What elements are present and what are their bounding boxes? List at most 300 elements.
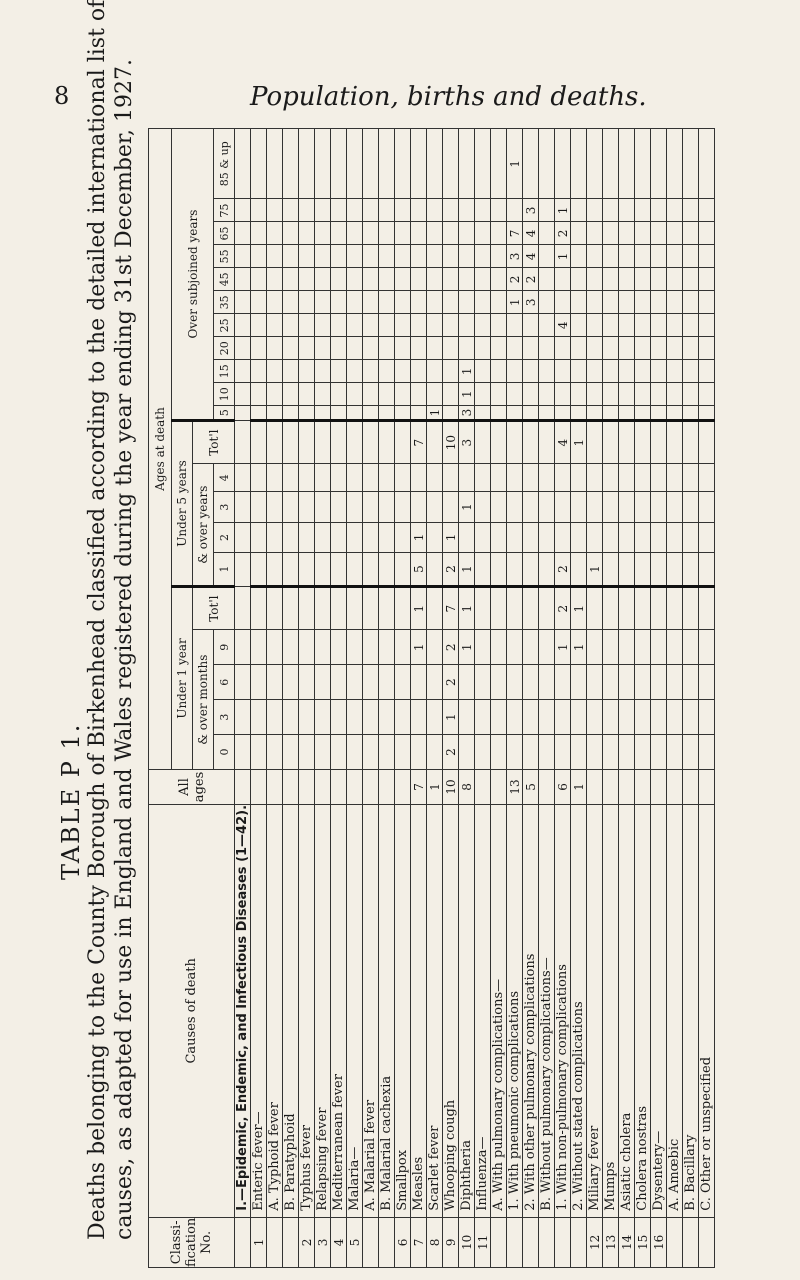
- over-age-value: [603, 360, 619, 383]
- under-5-value: [651, 522, 667, 552]
- over-age-value: [443, 245, 459, 268]
- over-age-value: [379, 337, 395, 360]
- over-age-value: [651, 268, 667, 291]
- under-5-value: [283, 492, 299, 522]
- under-5-value: [363, 492, 379, 522]
- over-age-value: [363, 268, 379, 291]
- under-1-value: [363, 586, 379, 629]
- over-age-value: [571, 337, 587, 360]
- under-1-value: [315, 735, 331, 770]
- under-1-value: [299, 630, 315, 665]
- over-age-value: [443, 406, 459, 421]
- over-age-value: [283, 222, 299, 245]
- over-age-value: [443, 337, 459, 360]
- over-age-value: [379, 291, 395, 314]
- classification-number: 2: [299, 1217, 315, 1267]
- over-age-value: [395, 129, 411, 199]
- all-ages-value: 10: [443, 769, 459, 804]
- under-5-value: [491, 492, 507, 522]
- under-1-value: [299, 665, 315, 700]
- all-ages-value: 8: [459, 769, 475, 804]
- classification-number: [379, 1217, 395, 1267]
- under-5-value: [699, 522, 715, 552]
- over-age-value: [331, 406, 347, 421]
- over-age-value: [699, 337, 715, 360]
- over-age-value: [491, 360, 507, 383]
- under-1-value: [283, 700, 299, 735]
- under-5-value: [555, 492, 571, 522]
- over-age-value: [651, 406, 667, 421]
- under-5-value: [651, 553, 667, 587]
- over-age-value: [459, 314, 475, 337]
- under-5-value: [587, 420, 603, 463]
- table-row: [651, 129, 667, 1268]
- over-age-value: [635, 199, 651, 222]
- over-age-value: [571, 199, 587, 222]
- all-ages-value: [267, 769, 283, 804]
- over-age-value: [651, 245, 667, 268]
- over-age-value: [251, 337, 267, 360]
- table-row: [251, 129, 267, 1268]
- under-5-value: 1: [459, 492, 475, 522]
- over-age-value: [427, 314, 443, 337]
- under-1-value: [635, 586, 651, 629]
- over-age-value: [603, 199, 619, 222]
- over-age-value: [443, 291, 459, 314]
- classification-number: 9: [443, 1217, 459, 1267]
- over-age-value: [283, 406, 299, 421]
- over-age-value: [283, 129, 299, 199]
- over-age-value: [475, 383, 491, 406]
- over-age-value: 4: [523, 245, 539, 268]
- under-1-sub-header: & over months: [193, 630, 214, 770]
- under-1-value: [587, 735, 603, 770]
- under-1-value: 1: [571, 586, 587, 629]
- over-age-value: [571, 291, 587, 314]
- under-1-value: [379, 586, 395, 629]
- over-col-header: 55: [214, 245, 235, 268]
- under-5-value: [491, 420, 507, 463]
- under-5-value: [603, 522, 619, 552]
- under-1-value: [603, 586, 619, 629]
- all-ages-value: [283, 769, 299, 804]
- over-age-value: [683, 245, 699, 268]
- over-age-value: [347, 406, 363, 421]
- over-age-value: [571, 129, 587, 199]
- cause-of-death: Miliary fever: [587, 804, 603, 1217]
- under-5-value: [427, 464, 443, 492]
- over-age-value: [331, 383, 347, 406]
- under-5-value: [571, 553, 587, 587]
- over-age-value: [507, 406, 523, 421]
- empty-cell: [235, 199, 251, 222]
- over-age-value: [683, 268, 699, 291]
- under-5-value: [347, 492, 363, 522]
- under-5-value: [363, 464, 379, 492]
- over-age-value: 3: [459, 406, 475, 421]
- cause-of-death: A. Typhoid fever: [267, 804, 283, 1217]
- over-age-value: [539, 245, 555, 268]
- page-number: 8: [54, 82, 70, 110]
- over-age-value: [635, 337, 651, 360]
- over-age-value: [587, 337, 603, 360]
- under-1-value: [507, 700, 523, 735]
- under-1-value: [363, 630, 379, 665]
- under-1-value: [347, 700, 363, 735]
- over-age-value: [299, 314, 315, 337]
- under-1-value: [315, 630, 331, 665]
- over-age-value: [363, 337, 379, 360]
- over-col-header: 85 & up: [214, 129, 235, 199]
- over-age-value: [379, 406, 395, 421]
- over-age-value: [427, 268, 443, 291]
- over-age-value: 3: [523, 199, 539, 222]
- over-age-value: [379, 199, 395, 222]
- under-1-value: [315, 700, 331, 735]
- all-ages-value: 1: [571, 769, 587, 804]
- over-age-value: [667, 337, 683, 360]
- over-age-value: [651, 291, 667, 314]
- table-row: [411, 129, 427, 1268]
- over-age-value: [619, 222, 635, 245]
- empty-cell: [235, 553, 251, 587]
- under-1-value: [571, 700, 587, 735]
- under-1-value: [555, 700, 571, 735]
- over-age-value: [539, 360, 555, 383]
- all-ages-value: [651, 769, 667, 804]
- under-5-value: [683, 553, 699, 587]
- under-5-value: [395, 464, 411, 492]
- cause-of-death: Relapsing fever: [315, 804, 331, 1217]
- under-5-value: [507, 464, 523, 492]
- over-age-value: [587, 245, 603, 268]
- under-5-value: [619, 522, 635, 552]
- under-5-value: [587, 464, 603, 492]
- under-1-value: [699, 735, 715, 770]
- over-age-value: [427, 222, 443, 245]
- over-age-value: [603, 314, 619, 337]
- classification-number: 10: [459, 1217, 475, 1267]
- over-age-value: [539, 129, 555, 199]
- classification-number: [539, 1217, 555, 1267]
- over-age-value: [539, 222, 555, 245]
- classification-number: [555, 1217, 571, 1267]
- over-age-value: [475, 291, 491, 314]
- under-1-value: [251, 630, 267, 665]
- classification-number: [491, 1217, 507, 1267]
- under-5-value: 3: [459, 420, 475, 463]
- table-row: [315, 129, 331, 1268]
- empty-cell: [235, 337, 251, 360]
- all-ages-value: [619, 769, 635, 804]
- over-age-value: [523, 360, 539, 383]
- over-age-value: [619, 406, 635, 421]
- over-age-value: [539, 406, 555, 421]
- table-row: [603, 129, 619, 1268]
- over-age-value: [347, 314, 363, 337]
- over-col-header: 15: [214, 360, 235, 383]
- over-age-value: [539, 314, 555, 337]
- under-1-value: [507, 630, 523, 665]
- under-5-value: [475, 522, 491, 552]
- over-age-value: [619, 291, 635, 314]
- under-5-value: [683, 464, 699, 492]
- all-ages-value: [395, 769, 411, 804]
- under-5-value: [379, 522, 395, 552]
- over-age-value: 2: [555, 222, 571, 245]
- over-age-value: [347, 245, 363, 268]
- under-1-value: [507, 735, 523, 770]
- over-age-value: [347, 383, 363, 406]
- under-1-value: [587, 586, 603, 629]
- under-1-value: [379, 630, 395, 665]
- over-age-value: [539, 268, 555, 291]
- cause-of-death: Typhus fever: [299, 804, 315, 1217]
- over-age-value: [555, 129, 571, 199]
- table-row: [667, 129, 683, 1268]
- over-age-value: [363, 383, 379, 406]
- under-1-value: [683, 586, 699, 629]
- over-age-value: [331, 199, 347, 222]
- under-5-value: [667, 553, 683, 587]
- over-age-value: [587, 129, 603, 199]
- under-1-value: [251, 735, 267, 770]
- cause-of-death: Mumps: [603, 804, 619, 1217]
- over-age-value: [571, 222, 587, 245]
- over-age-value: [603, 337, 619, 360]
- under-1-col-header: 6: [214, 665, 235, 700]
- under-1-value: [267, 700, 283, 735]
- over-age-value: [587, 291, 603, 314]
- over-years-header: Over subjoined years: [172, 129, 214, 421]
- cause-of-death: Cholera nostras: [635, 804, 651, 1217]
- under-5-value: [619, 420, 635, 463]
- over-age-value: [315, 222, 331, 245]
- under-5-value: [379, 464, 395, 492]
- under-1-value: [539, 665, 555, 700]
- over-age-value: [299, 222, 315, 245]
- under-5-value: [539, 464, 555, 492]
- all-ages-value: [587, 769, 603, 804]
- under-5-value: [651, 420, 667, 463]
- ages-at-death-header: Ages at death: [149, 129, 172, 770]
- under-5-value: 10: [443, 420, 459, 463]
- under-5-value: [427, 553, 443, 587]
- empty-cell: [235, 406, 251, 421]
- under-1-value: [603, 735, 619, 770]
- cause-of-death: 2. Without stated complications: [571, 804, 587, 1217]
- over-age-value: [667, 383, 683, 406]
- over-age-value: [347, 268, 363, 291]
- over-age-value: [411, 222, 427, 245]
- over-age-value: [699, 199, 715, 222]
- under-5-value: [427, 522, 443, 552]
- under-5-value: [475, 492, 491, 522]
- under-5-value: [363, 522, 379, 552]
- over-age-value: [651, 222, 667, 245]
- classification-header: Classi-fication No.: [149, 1217, 235, 1267]
- under-1-value: [331, 665, 347, 700]
- table-row: [475, 129, 491, 1268]
- classification-number: 6: [395, 1217, 411, 1267]
- over-age-value: [667, 314, 683, 337]
- under-1-col-header: 9: [214, 630, 235, 665]
- over-age-value: [363, 222, 379, 245]
- classification-number: 14: [619, 1217, 635, 1267]
- under-1-value: [635, 735, 651, 770]
- over-age-value: [699, 245, 715, 268]
- over-age-value: [587, 268, 603, 291]
- over-age-value: 1: [555, 245, 571, 268]
- under-5-value: 1: [571, 420, 587, 463]
- over-age-value: [699, 268, 715, 291]
- under-1-value: [427, 700, 443, 735]
- empty-cell: [235, 222, 251, 245]
- under-1-value: [555, 735, 571, 770]
- over-age-value: [683, 314, 699, 337]
- under-1-value: [251, 586, 267, 629]
- under-1-value: [699, 586, 715, 629]
- over-age-value: [299, 406, 315, 421]
- over-age-value: [619, 268, 635, 291]
- cause-of-death: Whooping cough: [443, 804, 459, 1217]
- running-head: Population, births and deaths.: [250, 82, 647, 112]
- under-5-value: 1: [443, 522, 459, 552]
- table-row: [683, 129, 699, 1268]
- over-age-value: [347, 199, 363, 222]
- over-age-value: [667, 360, 683, 383]
- under-5-value: 1: [587, 553, 603, 587]
- under-5-value: 2: [443, 553, 459, 587]
- over-age-value: [443, 268, 459, 291]
- under-1-value: [651, 665, 667, 700]
- over-age-value: [603, 268, 619, 291]
- under-5-value: [411, 492, 427, 522]
- over-age-value: [267, 337, 283, 360]
- under-5-value: [651, 464, 667, 492]
- under-5-value: [251, 464, 267, 492]
- under-5-value: [443, 492, 459, 522]
- over-age-value: [267, 360, 283, 383]
- over-age-value: [459, 337, 475, 360]
- under-1-value: [699, 700, 715, 735]
- under-5-value: 5: [411, 553, 427, 587]
- empty-cell: [235, 360, 251, 383]
- under-5-value: [299, 553, 315, 587]
- under-1-value: [267, 665, 283, 700]
- over-age-value: [475, 314, 491, 337]
- under-5-value: [283, 553, 299, 587]
- under-5-value: 1: [459, 553, 475, 587]
- over-age-value: [475, 222, 491, 245]
- under-1-value: 1: [459, 586, 475, 629]
- cause-of-death: A. Malarial fever: [363, 804, 379, 1217]
- under-1-value: [347, 735, 363, 770]
- over-age-value: [523, 406, 539, 421]
- under-5-value: [395, 522, 411, 552]
- under-1-value: [283, 735, 299, 770]
- under-5-col-header: 1: [214, 553, 235, 587]
- over-age-value: [443, 199, 459, 222]
- under-1-value: 2: [443, 665, 459, 700]
- under-5-value: [603, 464, 619, 492]
- over-age-value: [331, 245, 347, 268]
- under-5-value: [267, 522, 283, 552]
- empty-cell: [235, 464, 251, 492]
- under-5-value: [667, 492, 683, 522]
- cause-of-death: Dysentery—: [651, 804, 667, 1217]
- under-5-value: [283, 464, 299, 492]
- over-age-value: [283, 268, 299, 291]
- under-5-value: [347, 553, 363, 587]
- table-title: TABLE P 1.: [57, 722, 85, 880]
- classification-number: [683, 1217, 699, 1267]
- under-1-value: [475, 586, 491, 629]
- cause-of-death: C. Other or unspecified: [699, 804, 715, 1217]
- over-age-value: [299, 199, 315, 222]
- over-age-value: [299, 337, 315, 360]
- under-5-value: [523, 492, 539, 522]
- table-row: [363, 129, 379, 1268]
- over-age-value: [459, 222, 475, 245]
- over-age-value: [395, 360, 411, 383]
- under-1-value: [667, 665, 683, 700]
- under-1-value: [251, 700, 267, 735]
- over-age-value: [619, 383, 635, 406]
- cause-of-death: Malaria—: [347, 804, 363, 1217]
- over-age-value: [395, 314, 411, 337]
- table-row: [347, 129, 363, 1268]
- over-age-value: [315, 360, 331, 383]
- over-age-value: [443, 383, 459, 406]
- under-1-value: [683, 735, 699, 770]
- over-age-value: [395, 291, 411, 314]
- under-5-total-header: Tot'l: [193, 420, 235, 463]
- over-age-value: [507, 360, 523, 383]
- under-5-value: [251, 492, 267, 522]
- under-5-value: [379, 553, 395, 587]
- over-age-value: [251, 199, 267, 222]
- under-5-value: [523, 464, 539, 492]
- all-ages-value: [603, 769, 619, 804]
- classification-number: 16: [651, 1217, 667, 1267]
- classification-number: 4: [331, 1217, 347, 1267]
- over-age-value: [427, 129, 443, 199]
- empty-cell: [235, 522, 251, 552]
- over-age-value: [267, 245, 283, 268]
- classification-number: [699, 1217, 715, 1267]
- under-1-value: [299, 700, 315, 735]
- under-1-value: [635, 700, 651, 735]
- over-age-value: [651, 360, 667, 383]
- over-col-header: 25: [214, 314, 235, 337]
- under-5-value: [395, 492, 411, 522]
- over-age-value: [395, 222, 411, 245]
- over-age-value: [283, 360, 299, 383]
- under-5-col-header: 3: [214, 492, 235, 522]
- over-age-value: [587, 406, 603, 421]
- cause-of-death: 1. With pneumonic complications: [507, 804, 523, 1217]
- all-ages-value: [331, 769, 347, 804]
- under-1-value: [251, 665, 267, 700]
- under-5-value: [251, 522, 267, 552]
- under-1-value: 1: [571, 630, 587, 665]
- over-age-value: [603, 245, 619, 268]
- under-1-total-header: Tot'l: [193, 586, 235, 629]
- over-age-value: [363, 291, 379, 314]
- under-1-value: 1: [411, 630, 427, 665]
- over-age-value: [347, 337, 363, 360]
